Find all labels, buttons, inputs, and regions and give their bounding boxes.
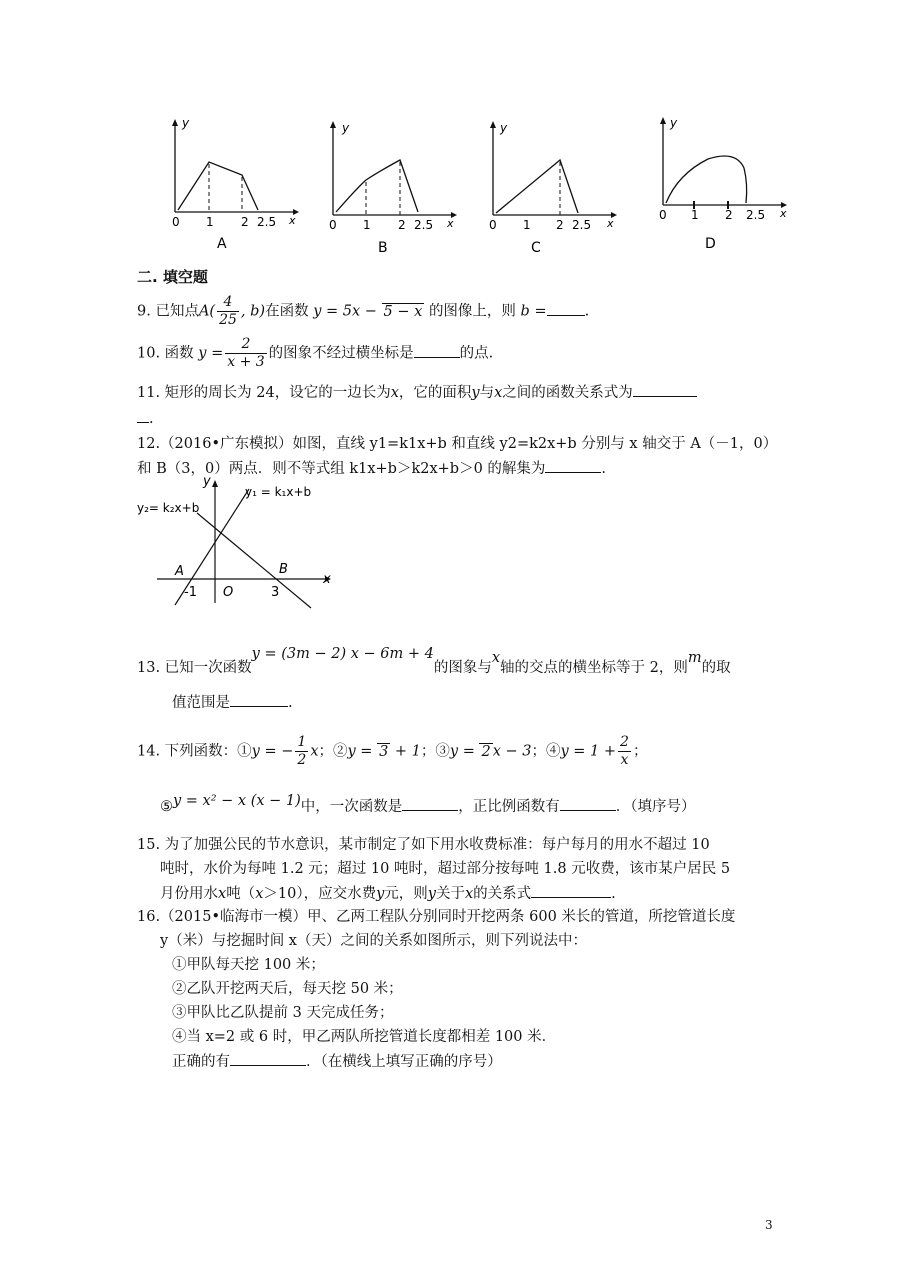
svg-text:1: 1 — [523, 218, 531, 232]
question-16-line2: y（米）与挖掘时间 x（天）之间的关系如图所示，则下列说法中： — [160, 933, 587, 949]
question-9: 9. 已知点A( $\frac{4}{25}$ , b)在函数 y = 5x − 5 − x 的图像上，则 b = . — [137, 294, 590, 328]
question-11: 11. 矩形的周长为 24，设它的一边长为x，它的面积y与x之间的函数关系式为 — [137, 382, 697, 403]
svg-text:y: y — [203, 475, 211, 489]
svg-text:2: 2 — [556, 218, 564, 232]
svg-text:y₂= k₂x+b: y₂= k₂x+b — [137, 501, 200, 515]
question-12-line1: 12.（2016•广东模拟）如图，直线 y1=k1x+b 和直线 y2=k2x+b 分别与 x 轴交于 A（－1，0） — [137, 436, 778, 452]
figure-12 — [135, 475, 340, 610]
svg-text:2: 2 — [725, 208, 733, 222]
answer-blank-13[interactable] — [230, 692, 288, 707]
question-16-item-4: ④当 x=2 或 6 时，甲乙两队所挖管道长度都相差 100 米． — [172, 1029, 557, 1045]
answer-blank-11[interactable] — [633, 382, 697, 397]
svg-text:x: x — [323, 572, 331, 587]
question-10: 10. 函数 y = $\frac{2}{x + 3}$ 的图象不经过横坐标是 的点. — [137, 336, 494, 370]
svg-text:B: B — [279, 562, 288, 577]
answer-blank-16[interactable] — [230, 1051, 306, 1066]
svg-text:x: x — [447, 217, 454, 230]
svg-text:x: x — [780, 207, 787, 220]
question-12-line2: 和 B（3，0）两点．则不等式组 k1x+b＞k2x+b＞0 的解集为 . — [137, 458, 606, 479]
graph-d — [659, 116, 787, 252]
svg-text:2.5: 2.5 — [414, 218, 434, 232]
svg-text:y: y — [182, 116, 190, 130]
svg-text:0: 0 — [659, 208, 667, 222]
svg-text:1: 1 — [691, 208, 699, 222]
answer-blank-14a[interactable] — [402, 796, 458, 811]
svg-text:3: 3 — [271, 585, 280, 600]
question-16-line1: 16.（2015•临海市一模）甲、乙两工程队分别同时开挖两条 600 米长的管道，所挖管道长度 — [137, 909, 736, 925]
svg-text:y₁ = k₁x+b: y₁ = k₁x+b — [245, 485, 312, 499]
question-15-line2: 吨时，水价为每吨 1.2 元；超过 10 吨时，超过部分按每吨 1.8 元收费，该市某户居民 5 — [160, 861, 731, 877]
section-title: 二. 填空题 — [137, 268, 208, 286]
graph-b — [329, 121, 457, 256]
question-16-item-2: ②乙队开挖两天后，每天挖 50 米； — [172, 981, 403, 997]
svg-text:B: B — [378, 240, 388, 256]
question-16-answer: 正确的有 ．（在横线上填写正确的序号） — [172, 1051, 502, 1072]
svg-text:2.5: 2.5 — [257, 215, 277, 229]
svg-text:0: 0 — [489, 218, 497, 232]
answer-blank-15[interactable] — [531, 883, 611, 898]
svg-text:x: x — [289, 214, 296, 227]
question-14-line1: 14. 下列函数：①y = − $\frac{1}{2}$ x；②y = 3 + 1；③y = 2 x − 3；④y = 1 + $\frac{2}{x}$ ； — [137, 734, 648, 768]
svg-text:A: A — [217, 236, 227, 252]
question-16-item-3: ③甲队比乙队提前 3 天完成任务； — [172, 1005, 394, 1021]
svg-text:y: y — [500, 121, 508, 135]
svg-text:y: y — [342, 121, 350, 135]
graph-c — [489, 121, 617, 256]
question-13: 13. 已知一次函数y = (3m − 2) x − 6m + 4的图象与x轴的交点的横坐标等于 2，则m的取 — [137, 646, 731, 676]
question-14-line2: ⑤y = x² − x (x − 1)中，一次函数是 ，正比例函数有 ．（填序号） — [160, 793, 696, 815]
answer-blank-12[interactable] — [545, 458, 601, 473]
graph-a — [172, 116, 299, 252]
svg-text:0: 0 — [329, 218, 337, 232]
answer-blank-14b[interactable] — [560, 796, 616, 811]
svg-text:D: D — [705, 236, 716, 252]
question-15-line3: 月份用水x吨（x＞10），应交水费y元，则y关于x的关系式 . — [160, 883, 616, 904]
answer-blank-9[interactable] — [547, 301, 585, 316]
svg-text:A: A — [175, 564, 184, 579]
svg-text:O: O — [223, 585, 234, 600]
svg-text:1: 1 — [363, 218, 371, 232]
svg-text:C: C — [531, 240, 541, 256]
page-number: 3 — [765, 1218, 773, 1232]
svg-text:-1: -1 — [184, 585, 197, 600]
svg-text:2.5: 2.5 — [572, 218, 592, 232]
question-15-line1: 15. 为了加强公民的节水意识，某市制定了如下用水收费标准：每户每月的用水不超过 10 — [137, 837, 710, 853]
svg-text:1: 1 — [206, 215, 214, 229]
svg-text:2: 2 — [241, 215, 249, 229]
svg-text:x: x — [607, 217, 614, 230]
question-16-item-1: ①甲队每天挖 100 米； — [172, 957, 325, 973]
svg-text:y: y — [670, 116, 678, 130]
answer-blank-10[interactable] — [414, 343, 460, 358]
svg-text:0: 0 — [172, 215, 180, 229]
answer-graphs — [160, 112, 800, 262]
svg-text:2.5: 2.5 — [746, 208, 766, 222]
svg-text:2: 2 — [398, 218, 406, 232]
